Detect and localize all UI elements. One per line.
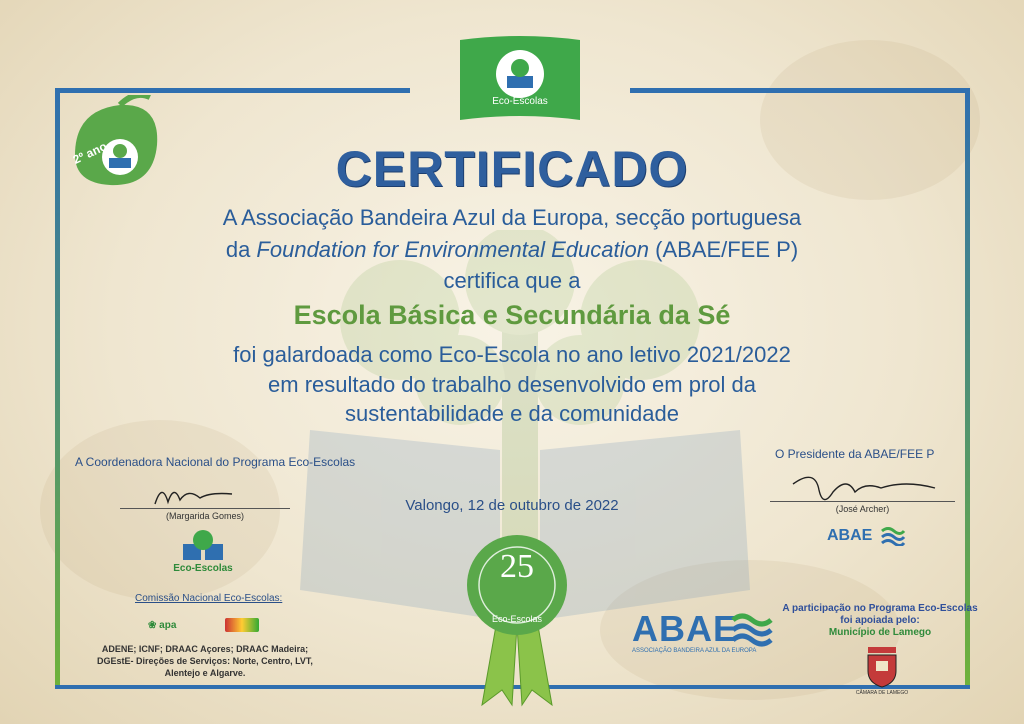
support-line-3: Município de Lamego [828, 627, 932, 638]
crest-label: CÂMARA DE LAMEGO [855, 690, 909, 696]
left-signer-role: A Coordenadora Nacional do Programa Eco-Escolas [75, 455, 356, 469]
frame-top-left [55, 88, 410, 93]
support-text [780, 603, 980, 639]
abae-main-wave-icon [730, 612, 774, 648]
seal-label: Eco-Escolas [491, 614, 543, 624]
abae-small-wave-icon [880, 526, 906, 546]
abae-main-subtitle: ASSOCIAÇÃO BANDEIRA AZUL DA EUROPA [632, 648, 757, 654]
partners-line-2: DGEstE- Direções de Serviços: Norte, Centro, LVT, [97, 656, 313, 666]
seal-number: 25 [500, 548, 534, 585]
small-logo-label: Eco-Escolas [173, 563, 233, 574]
right-signer-name: (José Archer) [835, 504, 890, 514]
school-name: Escola Básica e Secundária da Sé [293, 300, 731, 330]
partners-line-3: Alentejo e Algarve. [164, 668, 246, 678]
frame-top-right [630, 88, 970, 93]
line-2-prefix: da [225, 237, 257, 262]
commission-partners [60, 643, 350, 679]
place-date: Valongo, 12 de outubro de 2022 [405, 497, 619, 514]
support-line-1: A participação no Programa Eco-Escolas [782, 603, 978, 614]
certificate-line-5: em resultado do trabalho desenvolvido em prol da [268, 372, 756, 397]
left-signature-line [120, 508, 290, 509]
certificate-line-6: sustentabilidade e da comunidade [345, 401, 679, 426]
abae-small-logo: ABAE [827, 527, 873, 544]
abae-main-logo: ABAE [632, 608, 739, 649]
line-2-suffix: (ABAE/FEE P) [649, 237, 799, 262]
right-signer-role: O Presidente da ABAE/FEE P [775, 447, 935, 461]
line-2-foundation: Foundation for Environmental Education [256, 237, 649, 262]
certificate-line-2 [0, 237, 1024, 263]
certificate-line-4: foi galardoada como Eco-Escola no ano letivo 2021/2022 [233, 342, 791, 367]
apa-icon: ❀ [148, 620, 160, 631]
year-label: 2º ano [70, 139, 110, 167]
certificate-line-1: A Associação Bandeira Azul da Europa, secção portuguesa [222, 205, 802, 230]
left-signature-scribble [150, 478, 240, 510]
flag-logo-label: Eco-Escolas [492, 96, 548, 107]
left-signer-name: (Margarida Gomes) [165, 511, 245, 521]
lamego-crest-icon [862, 645, 902, 689]
right-signature-line [770, 501, 955, 502]
eco-escolas-small-logo [178, 528, 228, 564]
partner-logo-icon [225, 618, 259, 632]
apa-logo: ❀ apa [148, 620, 177, 631]
certificate-line-3: certifica que a [443, 268, 581, 293]
partners-line-1: ADENE; ICNF; DRAAC Açores; DRAAC Madeira; [101, 644, 309, 654]
eco-escolas-flag-logo [455, 32, 585, 124]
commission-title: Comissão Nacional Eco-Escolas: [135, 593, 283, 604]
support-line-2: foi apoiada pelo: [840, 615, 920, 626]
certificate-title: CERTIFICADO [335, 141, 689, 197]
